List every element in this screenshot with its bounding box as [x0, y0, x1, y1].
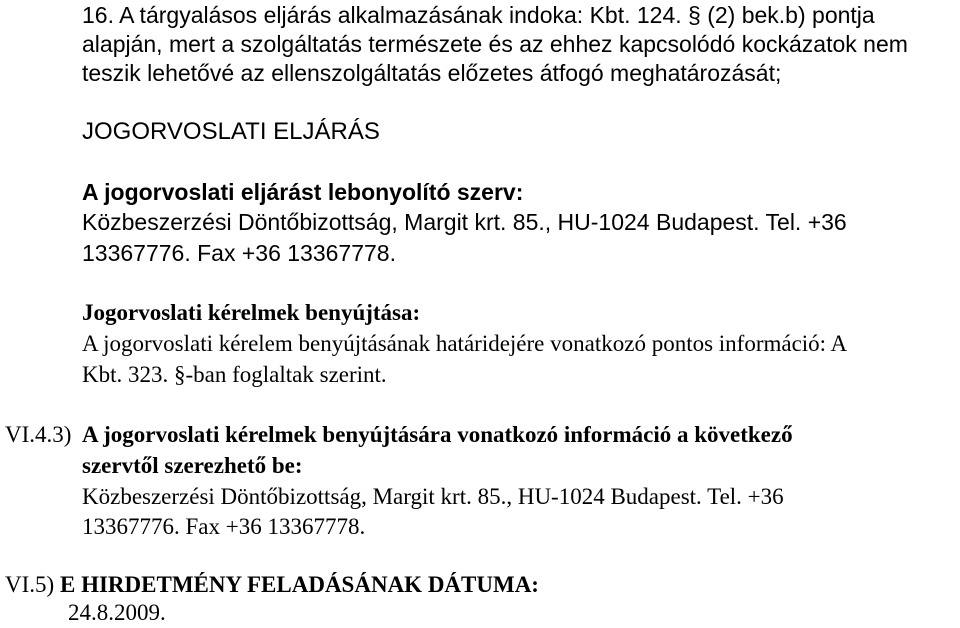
remedy-org-line-1: Közbeszerzési Döntőbizottság, Margit krt. 85., HU-1024 Budapest. Tel. +36	[82, 209, 847, 235]
section16-line-3: teszik lehetővé az ellenszolgáltatás előzetes átfogó meghatározását;	[82, 60, 782, 86]
remedy-requests-line-1: A jogorvoslati kérelem benyújtásának határidejére vonatkozó pontos információ: A	[82, 331, 848, 356]
vi5-section-number: VI.5)	[5, 572, 55, 597]
vi43-section-number: VI.4.3)	[5, 422, 72, 447]
vi43-body-line-1: Közbeszerzési Döntőbizottság, Margit krt. 85., HU-1024 Budapest. Tel. +36	[82, 484, 784, 509]
section16-line-1: 16. A tárgyalásos eljárás alkalmazásának indoka: Kbt. 124. § (2) bek.b) pontja	[82, 2, 875, 28]
remedy-heading: JOGORVOSLATI ELJÁRÁS	[82, 118, 380, 145]
remedy-requests-label: Jogorvoslati kérelmek benyújtása:	[82, 300, 421, 325]
vi5-date: 24.8.2009.	[68, 600, 166, 625]
vi43-body-line-2: 13367776. Fax +36 13367778.	[82, 514, 366, 539]
remedy-org-line-2: 13367776. Fax +36 13367778.	[82, 240, 396, 266]
vi43-title-line-1: A jogorvoslati kérelmek benyújtására vonatkozó információ a következő	[82, 422, 793, 447]
remedy-org-label: A jogorvoslati eljárást lebonyolító szerv:	[82, 179, 524, 205]
vi5-title: E HIRDETMÉNY FELADÁSÁNAK DÁTUMA:	[60, 572, 539, 597]
section16-line-2: alapján, mert a szolgáltatás természete és az ehhez kapcsolódó kockázatok nem	[82, 31, 908, 57]
remedy-requests-line-2: Kbt. 323. §-ban foglaltak szerint.	[82, 362, 387, 387]
vi43-title-line-2: szervtől szerezhető be:	[82, 453, 303, 478]
